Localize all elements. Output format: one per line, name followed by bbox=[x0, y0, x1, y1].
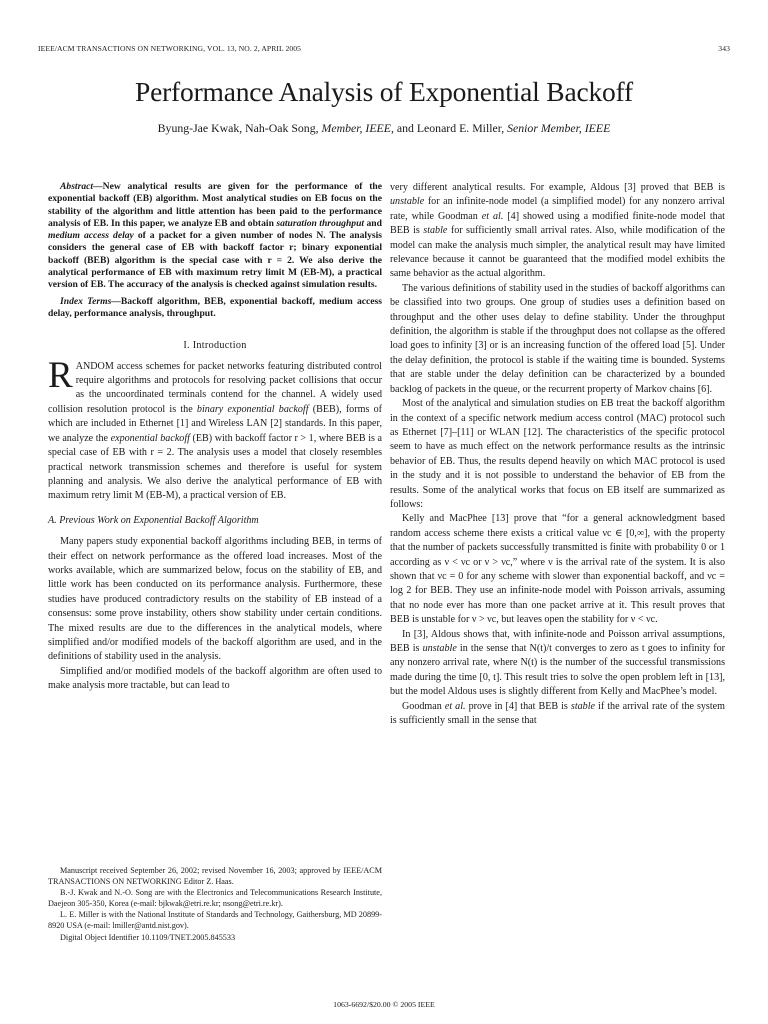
author-line bbox=[0, 121, 768, 136]
drop-cap: R bbox=[48, 354, 73, 396]
footnote-manuscript: Manuscript received September 26, 2002; revised November 16, 2003; approved by IEEE/ACM TRANSACTIONS ON NETWORKING Editor Z. Haas. bbox=[48, 866, 382, 887]
footnote-affiliation-etri: B.-J. Kwak and N.-O. Song are with the Electronics and Telecommunications Research Institute, Daejeon 305-350, Korea (e-mail: bjkwak@etri.re.kr; nsong@etri.re.kr). bbox=[48, 888, 382, 909]
rp1-text-a: very different analytical results. For example, Aldous [3] proved that BEB is bbox=[390, 182, 725, 193]
intro-text-b: (BEB), forms of which are included in Ethernet [1] and Wireless LAN [2] standards. In this paper, we analyze the bbox=[48, 403, 382, 444]
right-paragraph-3: Most of the analytical and simulation studies on EB treat the backoff algorithm in the context of a specific network medium access control (MAC) protocol such as Ethernet [7]–[11] or WLAN [12]. The characteristics of the specific protocol seem to have as much effect on the network performance results as the intrinsic behavior of EB. Thus, the results depend heavily on which MAC protocol is used in the study and it is not possible to understand the behavior of EB from the results. Some of the analytical works that focus on EB itself are summarized as follows: bbox=[390, 398, 725, 510]
right-paragraph-4: Kelly and MacPhee [13] prove that “for a general acknowledgment based random access scheme there exists a critical value νc ∈ [0,∞], with the property that the number of packets successfully transmitted is finite with probability 0 or 1 according as ν < νc or ν > νc,” where ν is the arrival rate of the system. It is also shown that νc = 0 for any scheme with slower than exponential backoff, and νc = log 2 for BEB. They use an infinite-node model with Poisson arrivals, assuming that no node ever has more than one packet arrive at it. This result proves that BEB is unstable for ν > νc, but leaves open the stability for ν < νc. bbox=[390, 513, 725, 626]
rp6-em-2: stable bbox=[570, 700, 596, 712]
rp5-text-b: in the sense that N(t)/t converges to zero as t goes to infinity for any nonzero arrival rate, where N(t) is the number of the successful transmissions made during the time [0, t]. This result tries to solve the open problem left in [13], but the model Aldous uses is slightly different from Kelly and MacPhee’s model. bbox=[390, 643, 725, 698]
footnote-doi: Digital Object Identifier 10.1109/TNET.2005.845533 bbox=[60, 932, 236, 942]
index-terms-label: Index Terms— bbox=[60, 295, 121, 307]
journal-info: IEEE/ACM TRANSACTIONS ON NETWORKING, VOL. 13, NO. 2, APRIL 2005 bbox=[38, 44, 302, 53]
section-heading-introduction: I. Introduction bbox=[183, 340, 247, 352]
rp6-text-b: prove in [4] that BEB is bbox=[465, 700, 571, 712]
previous-work-paragraph-1: Many papers study exponential backoff algorithms including BEB, in terms of their effect on network performance as the offered load increases. Most of the works available, which are summarized below, focus on the stability of EB, and little work has been conducted on its performance analysis. Furthermore, these studies have produced contradictory results on the stability of EB instead of a consensus: some prove instability, others show stability under certain conditions. The mixed results are due to the differences in the analytical models, where simplified and/or modified models of the backoff algorithm are used, and in the definitions of stability used in the analysis. bbox=[48, 536, 382, 663]
rp1-text-b: for an infinite-node model (a simplified model) for any nonzero arrival rate, while Goodman bbox=[390, 196, 725, 222]
footnotes bbox=[48, 865, 382, 943]
rp1-text-d: for sufficiently small arrival rates. Also, while modification of the model can make the analysis much simpler, the analytical result may have limited relevance because it cannot be guaranteed that the modified model exhibits the same behavior as the actual algorithm. bbox=[390, 225, 725, 280]
right-paragraph-2: The various definitions of stability used in the studies of backoff algorithms can be classified into two groups. One group of studies uses a definition based on throughput and the other uses delay to define stability. Under the throughput definition, the algorithm is stable if the throughput does not collapse as the offered load goes to infinity [3] or is an increasing function of the offered load [5]. Under the delay definition, the protocol is stable if the waiting time is bounded. Systems that are stable under the delay definition can be characterized by a bounded backlog of packets in the queue, or the recurrent property of Markov chains [6]. bbox=[390, 282, 725, 395]
rp5-em: unstable bbox=[422, 643, 457, 654]
intro-em-2: exponential backoff bbox=[110, 432, 190, 444]
rp5-text-a: In [3], Aldous shows that, with infinite-node and Poisson arrival assumptions, BEB is bbox=[390, 628, 725, 654]
left-column bbox=[48, 181, 382, 694]
rp1-em-1: unstable bbox=[390, 196, 425, 208]
right-paragraph-6 bbox=[390, 700, 725, 729]
rp1-text-c: [4] showed using a modified finite-node model that BEB is bbox=[390, 210, 725, 237]
abstract-em-2: medium access delay bbox=[48, 230, 134, 242]
copyright-footer: 1063-6692/$20.00 © 2005 IEEE bbox=[333, 1000, 435, 1009]
intro-em-1: binary exponential backoff bbox=[196, 403, 309, 415]
author-names-b: , and Leonard E. Miller, bbox=[390, 121, 508, 135]
rp1-em-3: stable bbox=[423, 225, 448, 237]
subsection-heading-previous-work: A. Previous Work on Exponential Backoff Algorithm bbox=[48, 514, 259, 526]
abstract-em-1: saturation throughput bbox=[276, 217, 365, 229]
right-column bbox=[390, 181, 725, 728]
intro-text-a: ANDOM access schemes for packet networks featuring distributed control require algorithms and protocols for resolving packet collisions that occur as the uncoordinated terminals contend for the channel. A widely used collision resolution protocol is the bbox=[48, 360, 382, 415]
paper-title: Performance Analysis of Exponential Backoff bbox=[135, 76, 633, 107]
intro-text-c: (EB) with backoff factor r > 1, where BEB is a special case of EB with r = 2. The analysis uses a model that closely resembles practical network transmission schemes and therefore is useful for system planning and analysis. We also derive the analytical performance of EB with maximum retry limit M (EB-M), a practical version of EB. bbox=[48, 432, 382, 502]
abstract-label: Abstract— bbox=[60, 181, 103, 192]
rp6-text-a: Goodman bbox=[402, 700, 445, 712]
rp6-em-1: et al. bbox=[444, 700, 466, 712]
index-terms bbox=[48, 296, 382, 321]
abstract-text-1: New analytical results are given for the performance of the exponential backoff (EB) algorithm. Most analytical studies on EB focus on the stability of the algorithm and little attention has been paid to the performance analysis of EB. In this paper, we analyze EB and obtain bbox=[48, 181, 382, 229]
rp1-em-2: et al. bbox=[481, 210, 504, 222]
page-number: 343 bbox=[718, 44, 730, 53]
right-paragraph-1 bbox=[390, 181, 725, 282]
footnote-affiliation-nist: L. E. Miller is with the National Institute of Standards and Technology, Gaithersburg, MD 20899-8920 USA (e-mail: lmiller@antd.nist.gov). bbox=[48, 910, 382, 931]
abstract-text-3: of a packet for a given number of nodes N. The analysis considers the general case of EB with backoff factor r; binary exponential backoff (BEB) algorithm is the special case with r = 2. We also derive the analytical performance of EB with maximum retry limit M (EB-M), a practical version of EB. The accuracy of the analysis is checked against simulation results. bbox=[48, 230, 382, 291]
abstract bbox=[48, 181, 382, 292]
author-names-a: Byung-Jae Kwak, Nah-Oak Song, bbox=[157, 121, 322, 135]
author-role-b: Senior Member, IEEE bbox=[507, 121, 611, 135]
rp6-text-c: if the arrival rate of the system is sufficiently small in the sense that bbox=[390, 700, 725, 727]
previous-work-paragraph-2: Simplified and/or modified models of the backoff algorithm are often used to make analysis more tractable, but can lead to bbox=[48, 665, 382, 692]
intro-paragraph bbox=[48, 354, 382, 504]
right-paragraph-5 bbox=[390, 628, 725, 700]
author-role-a: Member, IEEE bbox=[321, 121, 391, 135]
abstract-text-2: and bbox=[364, 217, 382, 229]
index-terms-text: Backoff algorithm, BEB, exponential backoff, medium access delay, performance analysis, throughput. bbox=[48, 295, 382, 319]
